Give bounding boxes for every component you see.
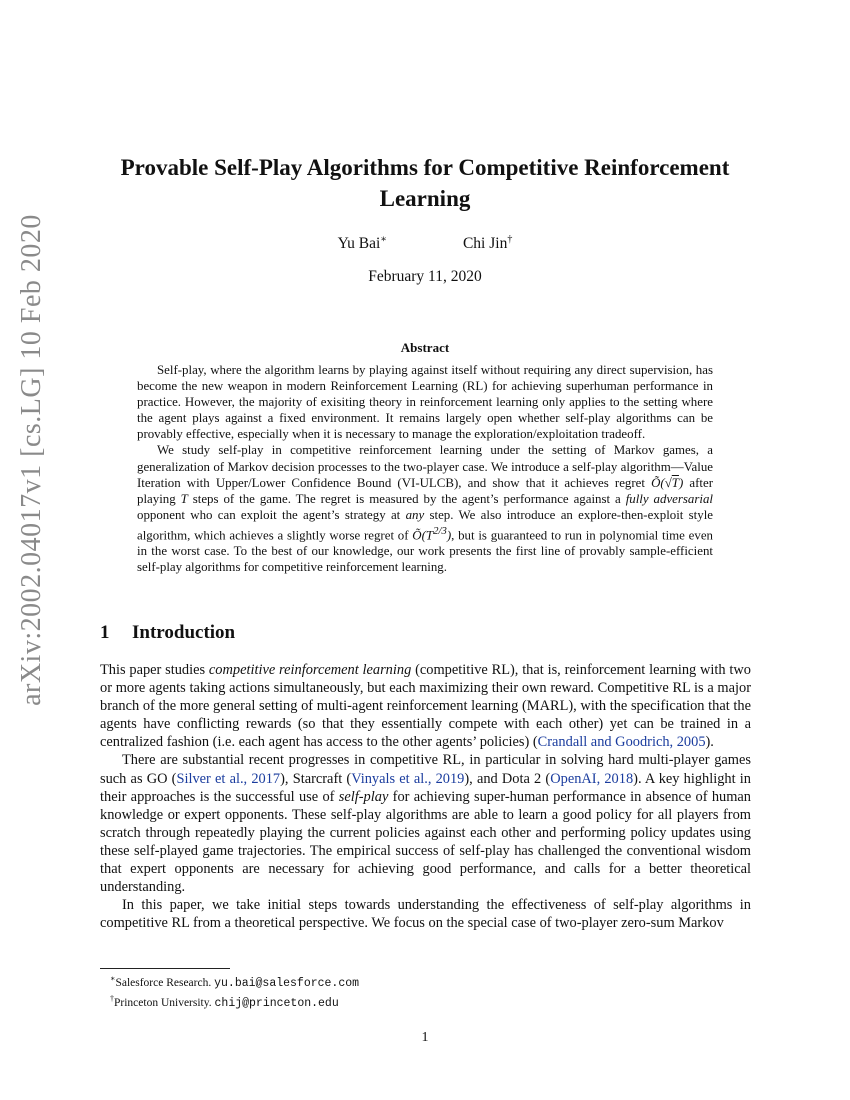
footnotes xyxy=(110,972,359,1011)
citation-link[interactable]: Silver et al., 2017 xyxy=(176,770,281,787)
body-paragraph: In this paper, we take initial steps towards understanding the effectiveness of self-play algorithms in competitive RL from a theoretical perspective. We focus on the special case of two-player zero-sum Markov xyxy=(100,897,751,932)
body-paragraph: This paper studies competitive reinforcement learning (competitive RL), that is, reinforcement learning with two or more agents taking actions simultaneously, but each maximizing their own reward. Competitive RL is a major branch of the more general setting of multi-agent reinforcement learning (MARL), with the specification that the agents have conflicting rewards (so that they essentially compete with each other) yet can be trained in a centralized fashion (i.e. each agent has access to the other agents’ policies) (Crandall and Goodrich, 2005). xyxy=(100,662,751,751)
page-number: 1 xyxy=(421,1030,429,1045)
footnote: ∗Salesforce Research. yu.bai@salesforce.com xyxy=(110,974,360,990)
section-heading-introduction xyxy=(100,622,235,644)
citation-link[interactable]: Crandall and Goodrich, 2005 xyxy=(537,734,706,751)
footnote-divider xyxy=(100,968,230,969)
abstract-paragraph: We study self-play in competitive reinforcement learning under the setting of Markov games, a generalization of Markov decision processes to the two-player case. We introduce a self-play algorithm—Value Iteration with Upper/Lower Confidence Bound (VI-ULCB), and show that it achieves regret Õ(√T) after playing T steps of the game. The regret is measured by the agent’s performance against a fully adversarial opponent who can exploit the agent’s strategy at any step. We also introduce an explore-then-exploit style algorithm, which achieves a slightly worse regret of $Õ(T^{2/3})$, but is guaranteed to run in polynomial time even in the worst case. To the best of our knowledge, our work presents the first line of provably sample-efficient self-play algorithms for competitive reinforcement learning. xyxy=(137,443,714,575)
introduction-body xyxy=(100,661,751,932)
author: Yu Bai∗ xyxy=(337,234,388,253)
arxiv-identifier-stamp xyxy=(14,214,50,706)
email-address[interactable]: yu.bai@salesforce.com xyxy=(214,976,360,990)
abstract-paragraph: Self-play, where the algorithm learns by playing against itself without requiring any direct supervision, has become the new weapon in modern Reinforcement Learning (RL) for achieving superhuman performance in practice. However, the majority of exisiting theory in reinforcement learning only applies to the setting where the agent plays against a fixed environment. It remains largely open whether self-play algorithms can be provably effective, especially when it is necessary to manage the exploration/exploitation tradeoff. xyxy=(137,363,713,442)
citation-link[interactable]: Vinyals et al., 2019 xyxy=(351,770,465,787)
arxiv-identifier: arXiv:2002.04017v1 [cs.LG] 10 Feb 2020 xyxy=(16,214,47,706)
abstract-body xyxy=(137,362,713,576)
author-list xyxy=(0,234,850,253)
section-number: 1 xyxy=(100,622,110,643)
email-address[interactable]: chij@princeton.edu xyxy=(214,996,339,1010)
paper-title: Provable Self-Play Algorithms for Competitive Reinforcement Learning xyxy=(120,155,730,211)
abstract-heading: Abstract xyxy=(400,340,450,355)
section-title: Introduction xyxy=(132,622,236,643)
footnote: †Princeton University. chij@princeton.edu xyxy=(110,993,339,1010)
citation-link[interactable]: OpenAI, 2018 xyxy=(550,770,634,787)
author: Chi Jin† xyxy=(462,234,513,253)
publication-date: February 11, 2020 xyxy=(368,268,482,285)
body-paragraph: There are substantial recent progresses in competitive RL, in particular in solving hard multi-player games such as GO (Silver et al., 2017), Starcraft (Vinyals et al., 2019), and Dota 2 (OpenAI, 2018). A key highlight in their approaches is the successful use of self-play for achieving super-human performance in absence of human knowledge or expert opponents. These self-play algorithms are able to learn a good policy for all players from scratch through repeatedly playing the current policies against each other and performing policy updates using these self-played game trajectories. The empirical success of self-play has challenged the conventional wisdom that expert opponents are necessary for achieving good performance, and calls for a better theoretical understanding. xyxy=(100,752,751,896)
